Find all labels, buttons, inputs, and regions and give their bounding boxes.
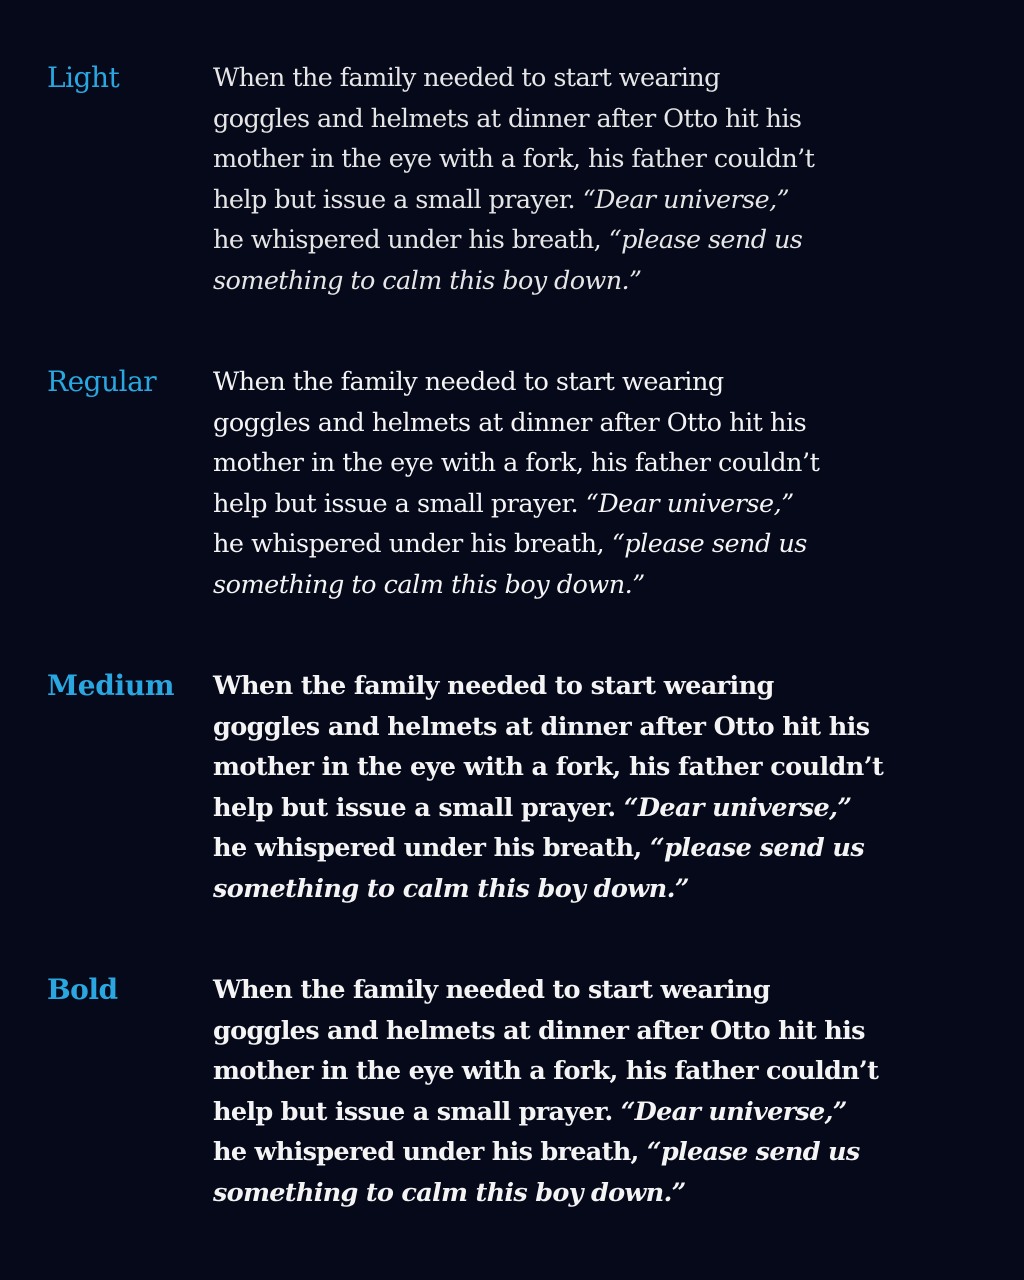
sample-line: mother in the eye with a fork, his father couldn’t <box>213 448 820 478</box>
sample-line: When the family needed to start wearing <box>213 975 770 1005</box>
weight-label: Regular <box>47 365 157 398</box>
weight-label: Light <box>47 61 120 94</box>
sample-line: goggles and helmets at dinner after Otto hit his <box>213 1015 865 1046</box>
sample-line: mother in the eye with a fork, his father couldn’t <box>213 752 884 782</box>
weight-label: Bold <box>47 973 118 1006</box>
sample-paragraph <box>213 666 1003 909</box>
sample-line: he whispered under his breath, “please send us <box>213 529 807 559</box>
sample-paragraph <box>213 58 1003 301</box>
sample-line: mother in the eye with a fork, his father couldn’t <box>213 144 815 174</box>
sample-line: help but issue a small prayer. “Dear universe,” <box>213 792 852 823</box>
sample-line: he whispered under his breath, “please send us <box>213 1137 860 1167</box>
sample-line: mother in the eye with a fork, his father couldn’t <box>213 1056 879 1086</box>
sample-line: help but issue a small prayer. “Dear universe,” <box>213 184 790 215</box>
sample-line: help but issue a small prayer. “Dear universe,” <box>213 1096 847 1127</box>
weight-label: Medium <box>47 669 175 702</box>
sample-line: something to calm this boy down.” <box>213 1177 686 1208</box>
sample-line: something to calm this boy down.” <box>213 569 645 600</box>
sample-line: help but issue a small prayer. “Dear universe,” <box>213 488 794 519</box>
sample-line: something to calm this boy down.” <box>213 873 689 904</box>
sample-line: something to calm this boy down.” <box>213 265 642 296</box>
sample-line: he whispered under his breath, “please send us <box>213 833 865 863</box>
sample-line: When the family needed to start wearing <box>213 63 720 93</box>
sample-line: goggles and helmets at dinner after Otto hit his <box>213 711 870 742</box>
sample-paragraph <box>213 362 1003 605</box>
sample-paragraph <box>213 970 1003 1213</box>
sample-line: goggles and helmets at dinner after Otto hit his <box>213 103 802 134</box>
sample-line: When the family needed to start wearing <box>213 367 724 397</box>
sample-line: he whispered under his breath, “please send us <box>213 225 803 255</box>
sample-line: When the family needed to start wearing <box>213 671 774 701</box>
sample-line: goggles and helmets at dinner after Otto hit his <box>213 407 807 438</box>
